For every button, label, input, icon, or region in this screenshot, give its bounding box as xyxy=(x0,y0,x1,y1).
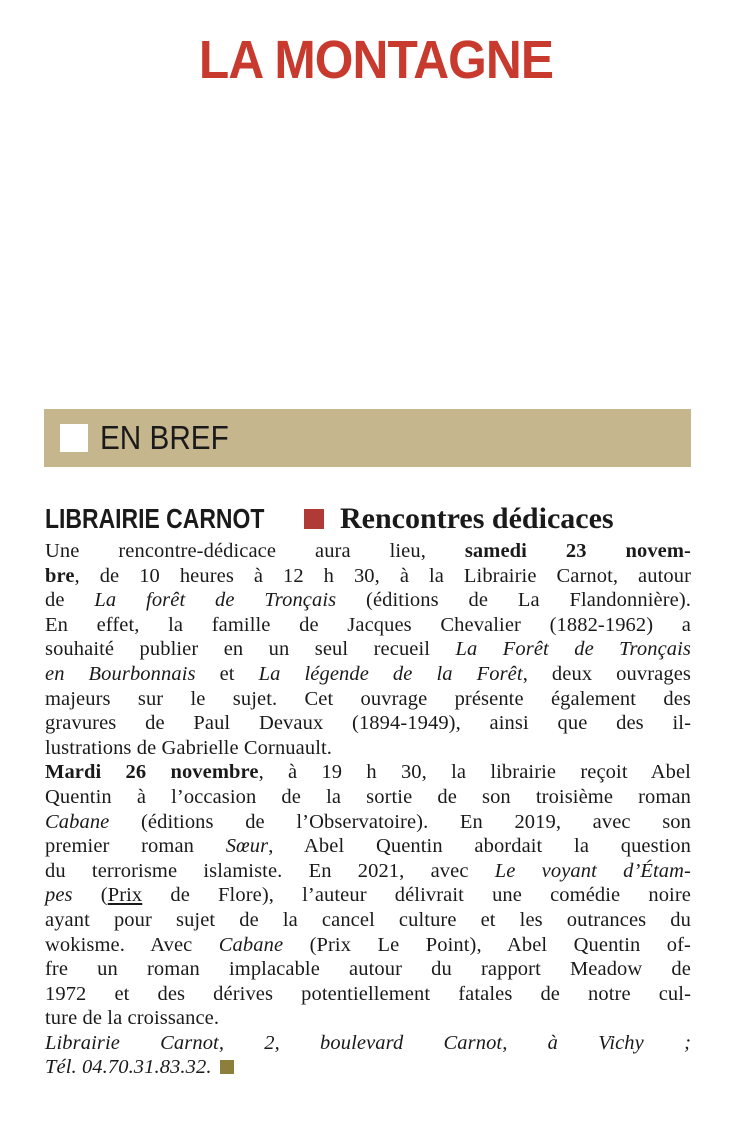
body-line: en Bourbonnais et La légende de la Forêt, deux ouvrages xyxy=(45,662,691,685)
address-line: Librairie Carnot, 2, boulevard Carnot, à Vichy ; xyxy=(45,1031,691,1054)
body-line: wokisme. Avec Cabane (Prix Le Point), Abel Quentin of- xyxy=(45,933,691,956)
body-line: Quentin à l’occasion de la sortie de son troisième roman xyxy=(45,785,691,808)
body-line: gravures de Paul Devaux (1894-1949), ainsi que des il- xyxy=(45,712,691,735)
section-header-bar xyxy=(44,409,691,467)
article-body xyxy=(45,539,691,1080)
article-headline xyxy=(45,499,691,539)
article xyxy=(45,499,691,1080)
article-kicker: LIBRAIRIE CARNOT xyxy=(45,503,265,534)
newspaper-masthead: LA MONTAGNE xyxy=(198,30,554,90)
body-line: En effet, la famille de Jacques Chevalier (1882-1962) a xyxy=(45,613,691,636)
body-line: souhaité publier en un seul recueil La Forêt de Tronçais xyxy=(45,638,691,661)
body-line: Une rencontre-dédicace aura lieu, samedi 23 novem- xyxy=(45,540,691,562)
body-line: Cabane (éditions de l’Observatoire). En 2019, avec son xyxy=(45,810,691,833)
body-line: 1972 et des dérives potentiellement fatales de notre cul- xyxy=(45,982,691,1005)
end-square-icon xyxy=(220,1060,234,1074)
section-square-icon xyxy=(60,424,88,452)
body-line: de La forêt de Tronçais (éditions de La Flandonnière). xyxy=(45,589,691,612)
body-line: pes (Prix de Flore), l’auteur délivrait une comédie noire xyxy=(45,884,691,907)
body-line: bre, de 10 heures à 12 h 30, à la Librairie Carnot, autour xyxy=(45,564,691,587)
prix-link[interactable]: Prix xyxy=(107,884,143,907)
phone-line: Tél. 04.70.31.83.32. xyxy=(45,1055,691,1080)
body-line: premier roman Sœur, Abel Quentin abordait la question xyxy=(45,835,691,858)
kicker-square-icon xyxy=(304,509,324,529)
body-line: fre un roman implacable autour du rapport Meadow de xyxy=(45,958,691,981)
body-line: ture de la croissance. xyxy=(45,1007,220,1030)
section-label: EN BREF xyxy=(100,419,229,456)
body-line: majeurs sur le sujet. Cet ouvrage présente également des xyxy=(45,687,691,710)
body-line: Mardi 26 novembre, à 19 h 30, la librairie reçoit Abel xyxy=(45,761,691,784)
body-line: lustrations de Gabrielle Cornuault. xyxy=(45,736,333,759)
article-title: Rencontres dédicaces xyxy=(340,502,614,535)
body-line: ayant pour sujet de la cancel culture et les outrances du xyxy=(45,908,691,931)
body-line: du terrorisme islamiste. En 2021, avec Le voyant d’Étam- xyxy=(45,859,691,882)
